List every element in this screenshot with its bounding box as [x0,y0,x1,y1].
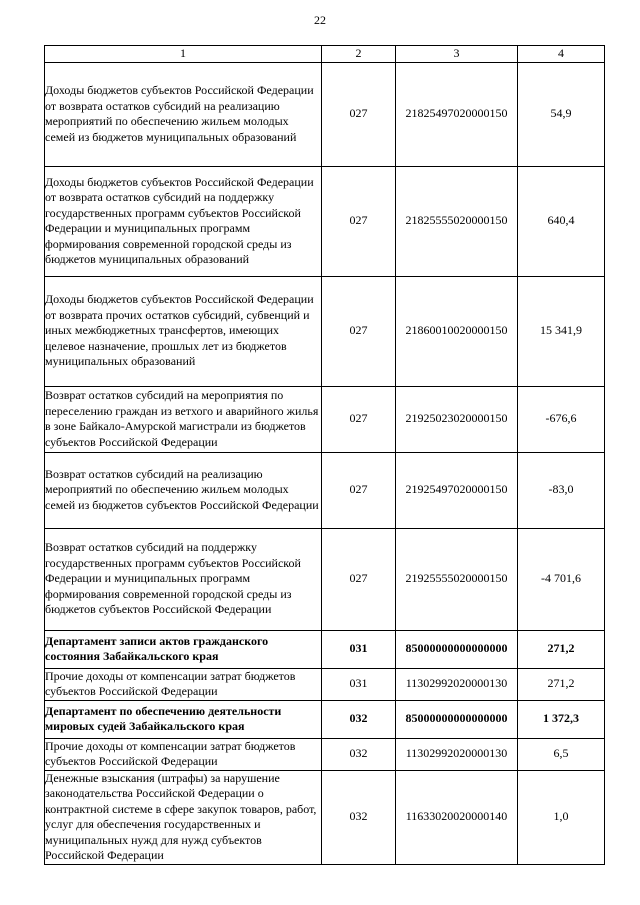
row-admin-code: 031 [322,668,396,700]
row-admin-code: 031 [322,630,396,668]
page-number: 22 [314,13,326,27]
row-admin-code: 027 [322,452,396,528]
table-row [45,452,605,528]
row-revenue-code: 21925023020000150 [396,386,518,452]
row-description: Прочие доходы от компенсации затрат бюджетов субъектов Российской Федерации [45,738,322,770]
row-description: Возврат остатков субсидий на поддержку государственных программ субъектов Российской Федерации и муниципальных программ формирования современной городской среды из бюджетов субъектов Российской Федерации [45,528,322,630]
row-revenue-code: 11302992020000130 [396,668,518,700]
table-row [45,700,605,738]
row-revenue-code: 21925497020000150 [396,452,518,528]
row-admin-code: 032 [322,700,396,738]
row-admin-code: 032 [322,738,396,770]
row-description: Доходы бюджетов субъектов Российской Федерации от возврата остатков субсидий на реализацию мероприятий по обеспечению жильем молодых семей из бюджетов муниципальных образований [45,62,322,166]
row-description: Прочие доходы от компенсации затрат бюджетов субъектов Российской Федерации [45,668,322,700]
row-description: Денежные взыскания (штрафы) за нарушение законодательства Российской Федерации о контрактной системе в сфере закупок товаров, работ, услуг для обеспечения государственных и муниципальных нужд для нужд субъектов Российской Федерации [45,770,322,864]
table-row [45,738,605,770]
row-admin-code: 027 [322,386,396,452]
row-admin-code: 027 [322,166,396,276]
row-revenue-code: 85000000000000000 [396,700,518,738]
table-row [45,386,605,452]
row-description: Возврат остатков субсидий на мероприятия по переселению граждан из ветхого и аварийного жилья в зоне Байкало-Амурской магистрали из бюджетов субъектов Российской Федерации [45,386,322,452]
table-row [45,166,605,276]
row-amount: 271,2 [518,668,605,700]
header-row [45,46,605,63]
row-revenue-code: 11633020020000140 [396,770,518,864]
row-revenue-code: 85000000000000000 [396,630,518,668]
header-col-3: 3 [396,46,518,63]
row-revenue-code: 21860010020000150 [396,276,518,386]
row-revenue-code: 21825555020000150 [396,166,518,276]
row-amount: 1 372,3 [518,700,605,738]
row-amount: 6,5 [518,738,605,770]
row-description: Доходы бюджетов субъектов Российской Федерации от возврата остатков субсидий на поддержку государственных программ субъектов Российской Федерации и муниципальных программ формирования современной городской среды из бюджетов муниципальных образований [45,166,322,276]
row-revenue-code: 11302992020000130 [396,738,518,770]
table-row [45,770,605,864]
header-col-4: 4 [518,46,605,63]
row-amount: -4 701,6 [518,528,605,630]
row-revenue-code: 21825497020000150 [396,62,518,166]
table-row [45,276,605,386]
row-admin-code: 027 [322,276,396,386]
table-row [45,528,605,630]
revenue-table [44,45,605,865]
header-col-2: 2 [322,46,396,63]
row-admin-code: 027 [322,62,396,166]
row-amount: -676,6 [518,386,605,452]
row-description: Департамент по обеспечению деятельности мировых судей Забайкальского края [45,700,322,738]
row-description: Возврат остатков субсидий на реализацию мероприятий по обеспечению жильем молодых семей из бюджетов субъектов Российской Федерации [45,452,322,528]
table-row [45,630,605,668]
row-admin-code: 027 [322,528,396,630]
row-amount: 640,4 [518,166,605,276]
row-amount: 54,9 [518,62,605,166]
header-col-1: 1 [45,46,322,63]
table-row [45,668,605,700]
row-amount: 271,2 [518,630,605,668]
row-admin-code: 032 [322,770,396,864]
row-revenue-code: 21925555020000150 [396,528,518,630]
row-amount: -83,0 [518,452,605,528]
row-amount: 1,0 [518,770,605,864]
table-row [45,62,605,166]
row-description: Департамент записи актов гражданского состояния Забайкальского края [45,630,322,668]
row-amount: 15 341,9 [518,276,605,386]
row-description: Доходы бюджетов субъектов Российской Федерации от возврата прочих остатков субсидий, субвенций и иных межбюджетных трансфертов, имеющих целевое назначение, прошлых лет из бюджетов муниципальных образований [45,276,322,386]
